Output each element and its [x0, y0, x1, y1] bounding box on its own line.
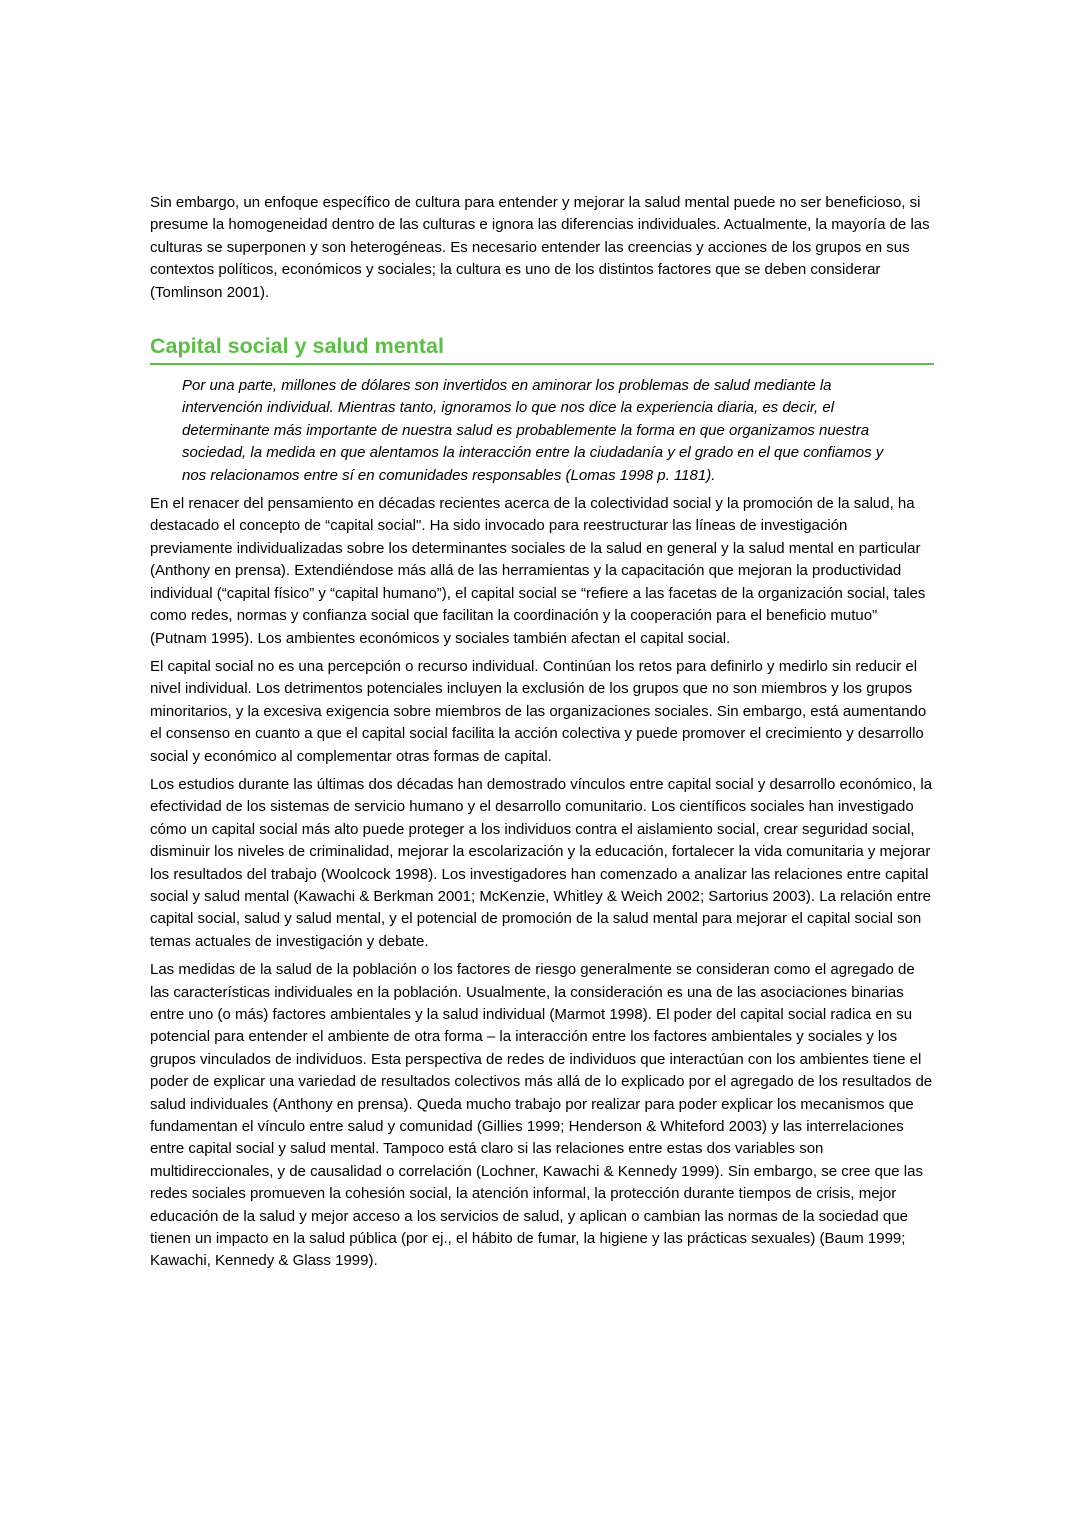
body-paragraph-1: En el renacer del pensamiento en décadas recientes acerca de la colectividad social y la promoción de la salud, ha destacado el concepto de “capital social". Ha sido invocado para reestructurar las líneas de investigación previamente individualizadas sobre los determinantes sociales de la salud en general y la salud mental en particular (Anthony en prensa). Extendiéndose más allá de las herramientas y la capacitación que mejoran la productividad individual (“capital físico” y “capital humano”), el capital social se “refiere a las facetas de la organización social, tales como redes, normas y confianza social que facilitan la coordinación y la cooperación para el beneficio mutuo” (Putnam 1995). Los ambientes económicos y sociales también afectan el capital social.: [150, 495, 926, 647]
body-paragraph-4: Las medidas de la salud de la población o los factores de riesgo generalmente se consideran como el agregado de las características individuales en la población. Usualmente, la consideración es una de las asociaciones binarias entre uno (o más) factores ambientales y la salud individual (Marmot 1998). El poder del capital social radica en su potencial para entender el ambiente de otra forma – la interacción entre los factores ambientales y sociales y los grupos vinculados de individuos. Esta perspectiva de redes de individuos que interactúan con los ambientes tiene el poder de explicar una variedad de resultados colectivos más allá de lo explicado por el agregado de los resultados de salud individuales (Anthony en prensa). Queda mucho trabajo por realizar para poder explicar los mecanismos que fundamentan el vínculo entre salud y comunidad (Gillies 1999; Henderson & Whiteford 2003) y las interrelaciones entre capital social y salud mental. Tampoco está claro si las relaciones entre estas dos variables son multidireccionales, y de causalidad o correlación (Lochner, Kawachi & Kennedy 1999). Sin embargo, se cree que las redes sociales promueven la cohesión social, la atención informal, la protección durante tiempos de crisis, mejor educación de la salud y mejor acceso a los servicios de salud, y aplican o cambian las normas de la sociedad que tienen un impacto en la salud pública (por ej., el hábito de fumar, la higiene y las prácticas sexuales) (Baum 1999; Kawachi, Kennedy & Glass 1999).: [150, 961, 933, 1270]
block-quote: Por una parte, millones de dólares son invertidos en aminorar los problemas de salud mediante la intervención individual. Mientras tanto, ignoramos lo que nos dice la experiencia diaria, es decir, el determinante más importante de nuestra salud es probablemente la forma en que organizamos nuestra sociedad, la medida en que alentamos la interacción entre la ciudadanía y el grado en el que confiamos y nos relacionamos entre sí en comunidades responsables (Lomas 1998 p. 1181).: [182, 377, 884, 484]
body-paragraph-2: El capital social no es una percepción o recurso individual. Continúan los retos para definirlo y medirlo sin reducir el nivel individual. Los detrimentos potenciales incluyen la exclusión de los grupos que no son miembros y los grupos minoritarios, y la excesiva exigencia sobre miembros de las organizaciones sociales. Sin embargo, está aumentando el consenso en cuanto a que el capital social facilita la acción colectiva y puede promover el crecimiento y desarrollo social y económico al complementar otras formas de capital.: [150, 657, 927, 765]
intro-paragraph: Sin embargo, un enfoque específico de cultura para entender y mejorar la salud mental puede no ser beneficioso, si presume la homogeneidad dentro de las culturas e ignora las diferencias individuales. Actualmente, la mayoría de las culturas se superponen y son heterogéneas. Es necesario entender las creencias y acciones de los grupos en sus contextos políticos, económicos y sociales; la cultura es uno de los distintos factores que se deben considerar (Tomlinson 2001).: [150, 194, 930, 301]
section-heading: Capital social y salud mental: [150, 332, 934, 365]
body-paragraph-3: Los estudios durante las últimas dos décadas han demostrado vínculos entre capital social y desarrollo económico, la efectividad de los sistemas de servicio humano y el desarrollo comunitario. Los científicos sociales han investigado cómo un capital social más alto puede proteger a los individuos contra el aislamiento social, crear seguridad social, disminuir los niveles de criminalidad, mejorar la escolarización y la educación, fortalecer la vida comunitaria y mejorar los resultados del trabajo (Woolcock 1998). Los investigadores han comenzado a analizar las relaciones entre capital social y salud mental (Kawachi & Berkman 2001; McKenzie, Whitley & Weich 2002; Sartorius 2003). La relación entre capital social, salud y salud mental, y el potencial de promoción de la salud mental para mejorar el capital social son temas actuales de investigación y debate.: [150, 775, 933, 950]
document-page: [150, 192, 934, 1279]
